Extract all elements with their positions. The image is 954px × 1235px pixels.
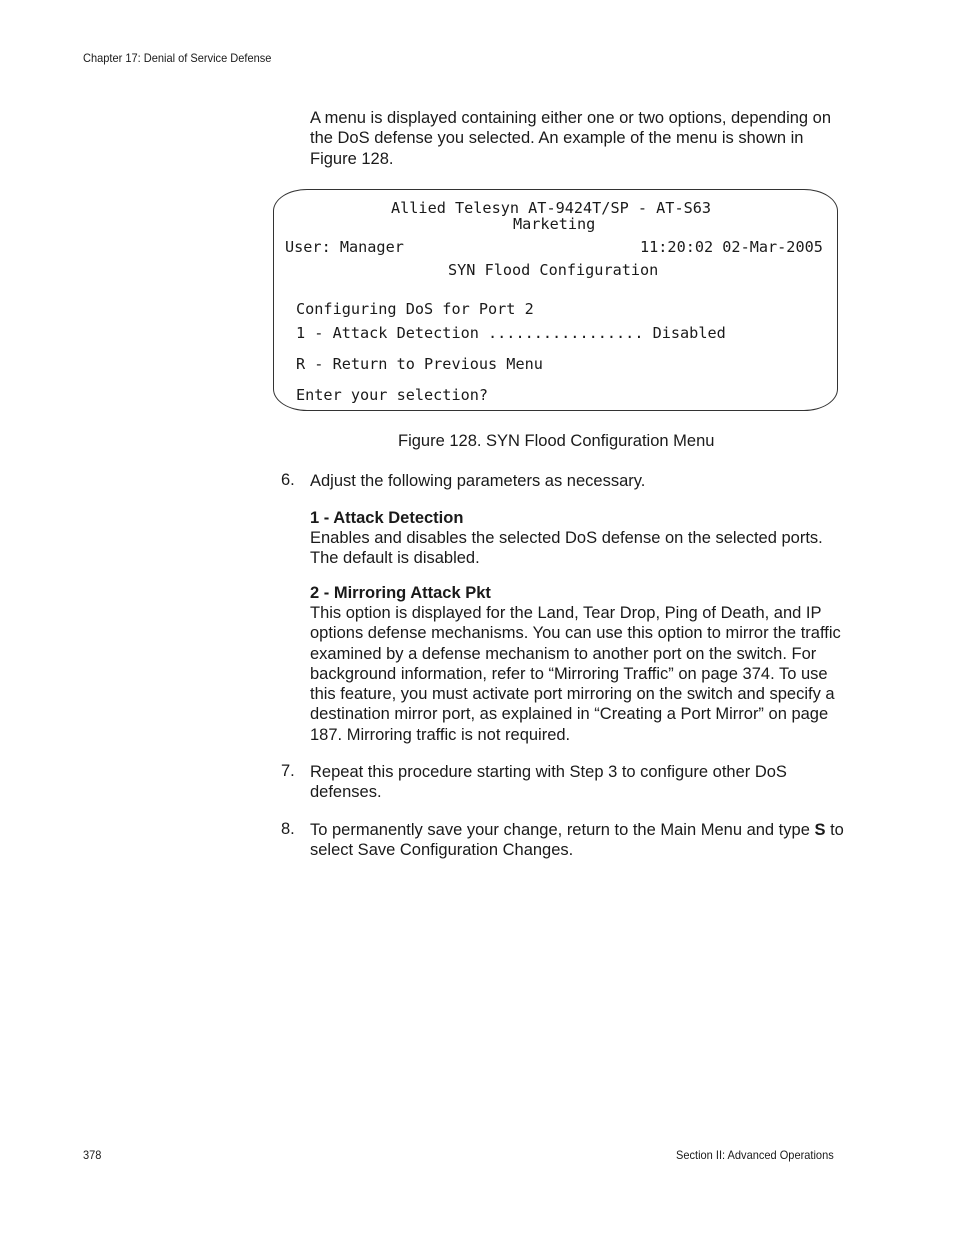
save-key: S [814,821,826,839]
terminal-configuring: Configuring DoS for Port 2 [296,300,534,318]
param-1-title: 1 - Attack Detection [310,509,464,527]
step-8-text-after: to select Save Configuration Changes. [310,821,844,860]
step-6-number: 6. [281,471,295,489]
step-7-number: 7. [281,762,295,780]
param-2-title: 2 - Mirroring Attack Pkt [310,584,491,602]
figure-caption: Figure 128. SYN Flood Configuration Menu [398,432,715,450]
step-8-text [310,820,845,861]
terminal-option-return[interactable]: R - Return to Previous Menu [296,355,543,373]
terminal-prompt[interactable]: Enter your selection? [296,386,489,404]
terminal-option-attack-detection[interactable]: 1 - Attack Detection ................. Disabled [296,324,726,342]
page-number: 378 [83,1148,102,1162]
param-1-description: Enables and disables the selected DoS defense on the selected ports. The default is disabled. [310,529,823,568]
step-8-number: 8. [281,820,295,838]
step-7-text: Repeat this procedure starting with Step 3 to configure other DoS defenses. [310,763,787,802]
terminal-system-name: Marketing [513,215,596,233]
running-header: Chapter 17: Denial of Service Defense [83,51,272,65]
terminal-datetime: 11:20:02 02-Mar-2005 [640,238,823,256]
terminal-user: User: Manager [285,238,404,256]
section-footer: Section II: Advanced Operations [676,1148,834,1162]
terminal-screen [273,189,838,411]
terminal-banner: Allied Telesyn AT-9424T/SP - AT-S63 [391,199,712,217]
param-2-description: This option is displayed for the Land, Tear Drop, Ping of Death, and IP options defense mechanisms. You can use this option to mirror the traffic examined by a defense mechanism to another port on the switch. For background information, refer to “Mirroring Traffic” on page 374. To use this feature, you must activate port mirroring on the switch and specify a destination mirror port, as explained in “Creating a Port Mirror” on page 187. Mirroring traffic is not required. [310,604,841,744]
step-6-text: Adjust the following parameters as necessary. [310,472,646,490]
intro-paragraph: A menu is displayed containing either one or two options, depending on the DoS defense you selected. An example of the menu is shown in Figure 128. [310,109,832,168]
terminal-menu-title: SYN Flood Configuration [448,261,659,279]
step-8-text-before: To permanently save your change, return to the Main Menu and type [310,821,815,839]
